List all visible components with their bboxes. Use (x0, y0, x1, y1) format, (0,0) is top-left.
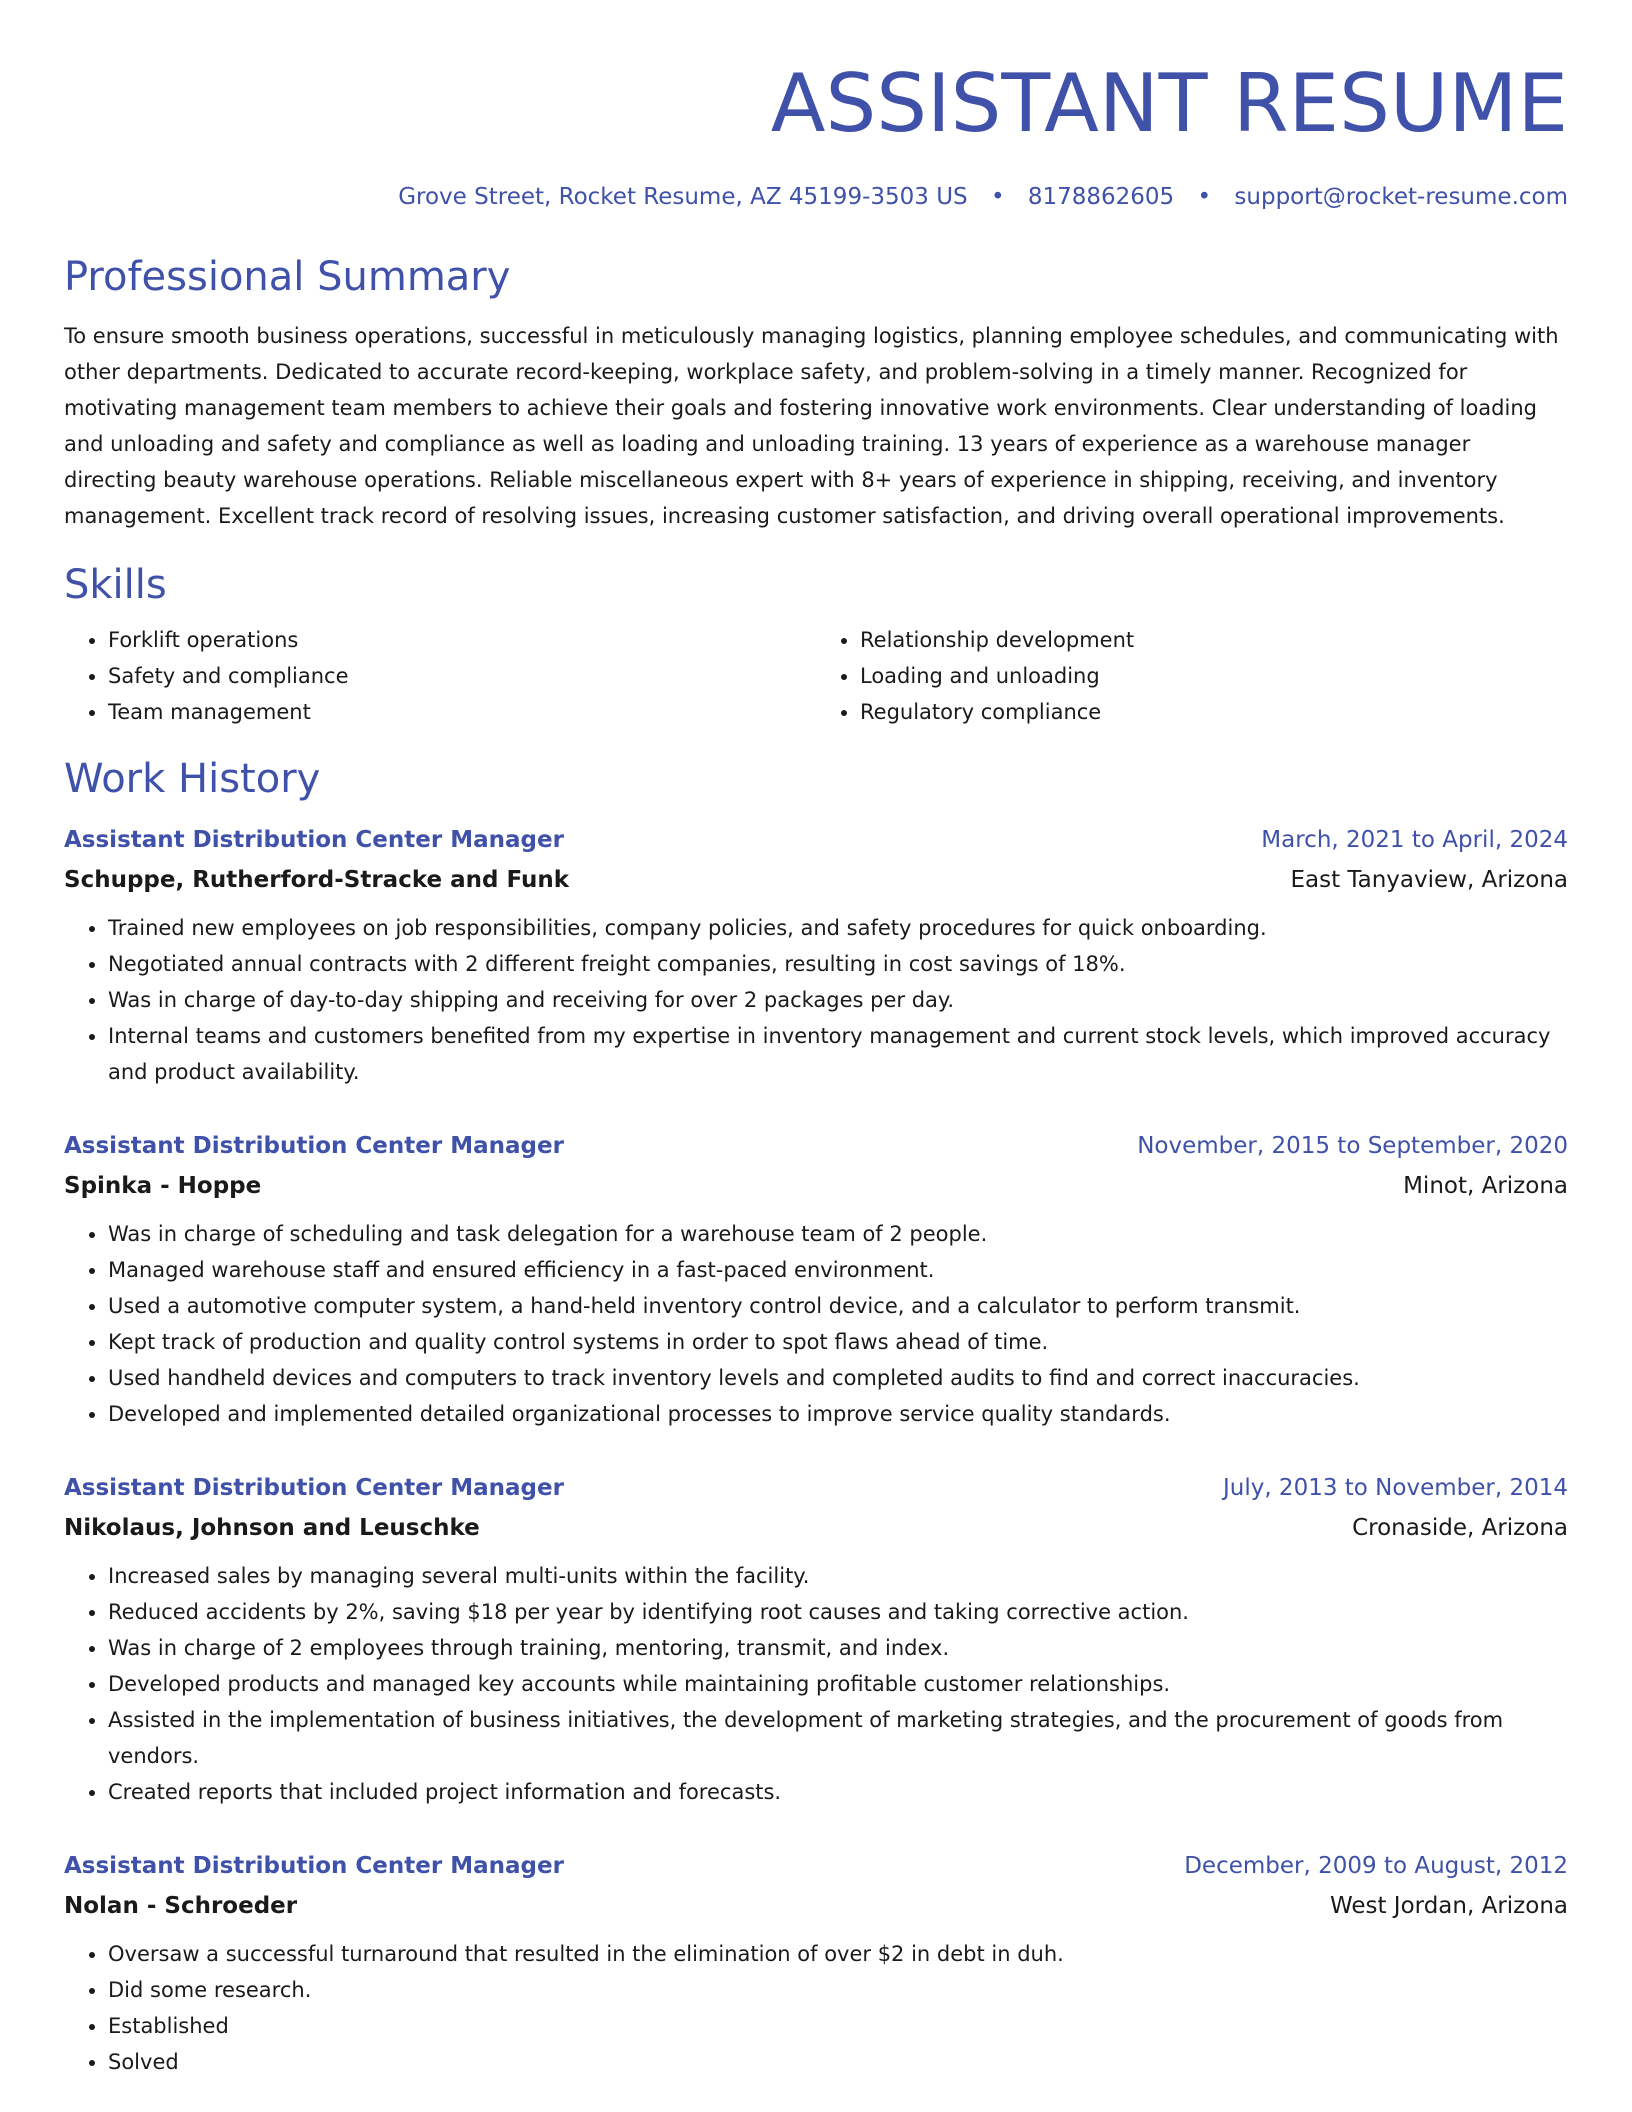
resume-header (64, 0, 1568, 212)
job-title: Assistant Distribution Center Manager (64, 1475, 564, 1501)
job-entry (64, 820, 1568, 1090)
job-company-row (64, 860, 1568, 900)
contact-address: Grove Street, Rocket Resume, AZ 45199-3503 US (398, 184, 968, 210)
summary-section (64, 252, 1568, 534)
contact-separator: • (1197, 184, 1212, 210)
job-bullet: • Trained new employees on job responsibilities, company policies, and safety procedures for quick onboarding. (108, 910, 1568, 946)
skill-item: • Safety and compliance (108, 658, 816, 694)
summary-text: To ensure smooth business operations, successful in meticulously managing logistics, planning employee schedules, and communicating with other departments. Dedicated to accurate record-keeping, workplace safety, and problem-solving in a timely manner. Recognized for motivating management team members to achieve their goals and fostering innovative work environments. Clear understanding of loading and unloading and safety and compliance as well as loading and unloading training. 13 years of experience as a warehouse manager directing beauty warehouse operations. Reliable miscellaneous expert with 8+ years of experience in shipping, receiving, and inventory management. Excellent track record of resolving issues, increasing customer satisfaction, and driving overall operational improvements. (64, 324, 1559, 528)
job-location: Minot, Arizona (1403, 1173, 1568, 1199)
job-bullet: • Was in charge of day-to-day shipping and receiving for over 2 packages per day. (108, 982, 1568, 1018)
job-bullet: • Assisted in the implementation of business initiatives, the development of marketing strategies, and the procurement of goods from vendors. (108, 1702, 1568, 1774)
resume-name: ASSISTANT RESUME (770, 57, 1568, 150)
skills-left-list (64, 622, 816, 730)
job-company-row (64, 1886, 1568, 1926)
job-title: Assistant Distribution Center Manager (64, 1133, 564, 1159)
job-title-row (64, 1846, 1568, 1886)
job-bullet: • Kept track of production and quality control systems in order to spot flaws ahead of time. (108, 1324, 1568, 1360)
job-bullet: • Increased sales by managing several multi-units within the facility. (108, 1558, 1568, 1594)
job-entry (64, 1846, 1568, 2080)
skill-item: • Team management (108, 694, 816, 730)
job-bullet: • Was in charge of 2 employees through training, mentoring, transmit, and index. (108, 1630, 1568, 1666)
job-company: Spinka - Hoppe (64, 1173, 262, 1199)
contact-line (64, 182, 1568, 212)
summary-title: Professional Summary (64, 254, 511, 300)
job-title: Assistant Distribution Center Manager (64, 1853, 564, 1879)
skill-item: • Loading and unloading (860, 658, 1568, 694)
job-bullet: • Negotiated annual contracts with 2 different freight companies, resulting in cost savings of 18%. (108, 946, 1568, 982)
job-bullet: • Created reports that included project information and forecasts. (108, 1774, 1568, 1810)
job-title-row (64, 820, 1568, 860)
job-bullet: • Managed warehouse staff and ensured efficiency in a fast-paced environment. (108, 1252, 1568, 1288)
work-history-section (64, 754, 1568, 2080)
job-bullet: • Developed products and managed key accounts while maintaining profitable customer relationships. (108, 1666, 1568, 1702)
job-company: Nolan - Schroeder (64, 1893, 298, 1919)
job-location: Cronaside, Arizona (1352, 1515, 1568, 1541)
job-title-row (64, 1126, 1568, 1166)
job-company: Nikolaus, Johnson and Leuschke (64, 1515, 480, 1541)
contact-email: support@rocket-resume.com (1234, 184, 1568, 210)
job-dates: March, 2021 to April, 2024 (1261, 827, 1568, 853)
skills-right-list (816, 622, 1568, 730)
contact-separator: • (990, 184, 1005, 210)
job-company-row (64, 1166, 1568, 1206)
job-bullet: • Used a automotive computer system, a hand-held inventory control device, and a calculator to perform transmit. (108, 1288, 1568, 1324)
job-entry (64, 1126, 1568, 1432)
job-bullets (64, 1216, 1568, 1432)
work-history-title: Work History (64, 756, 321, 802)
job-location: West Jordan, Arizona (1329, 1893, 1568, 1919)
skill-item: • Forklift operations (108, 622, 816, 658)
job-bullet: • Solved (108, 2044, 1568, 2080)
job-bullet: • Internal teams and customers benefited from my expertise in inventory management and current stock levels, which improved accuracy and product availability. (108, 1018, 1568, 1090)
contact-phone: 8178862605 (1027, 184, 1175, 210)
job-bullets (64, 910, 1568, 1090)
job-dates: November, 2015 to September, 2020 (1137, 1133, 1568, 1159)
skills-section (64, 560, 1568, 730)
skill-item: • Relationship development (860, 622, 1568, 658)
skill-item: • Regulatory compliance (860, 694, 1568, 730)
job-title-row (64, 1468, 1568, 1508)
job-title: Assistant Distribution Center Manager (64, 827, 564, 853)
job-bullet: • Developed and implemented detailed organizational processes to improve service quality standards. (108, 1396, 1568, 1432)
job-bullet: • Did some research. (108, 1972, 1568, 2008)
job-dates: July, 2013 to November, 2014 (1222, 1475, 1568, 1501)
job-bullet: • Reduced accidents by 2%, saving $18 per year by identifying root causes and taking corrective action. (108, 1594, 1568, 1630)
job-company: Schuppe, Rutherford-Stracke and Funk (64, 867, 570, 893)
job-bullets (64, 1558, 1568, 1810)
skills-columns (64, 622, 1568, 730)
job-bullet: • Was in charge of scheduling and task delegation for a warehouse team of 2 people. (108, 1216, 1568, 1252)
job-entry (64, 1468, 1568, 1810)
job-location: East Tanyaview, Arizona (1290, 867, 1568, 893)
job-bullet: • Oversaw a successful turnaround that resulted in the elimination of over $2 in debt in duh. (108, 1936, 1568, 1972)
skills-title: Skills (64, 562, 167, 608)
job-dates: December, 2009 to August, 2012 (1184, 1853, 1568, 1879)
job-bullets (64, 1936, 1568, 2080)
job-bullet: • Established (108, 2008, 1568, 2044)
job-company-row (64, 1508, 1568, 1548)
job-bullet: • Used handheld devices and computers to track inventory levels and completed audits to find and correct inaccuracies. (108, 1360, 1568, 1396)
